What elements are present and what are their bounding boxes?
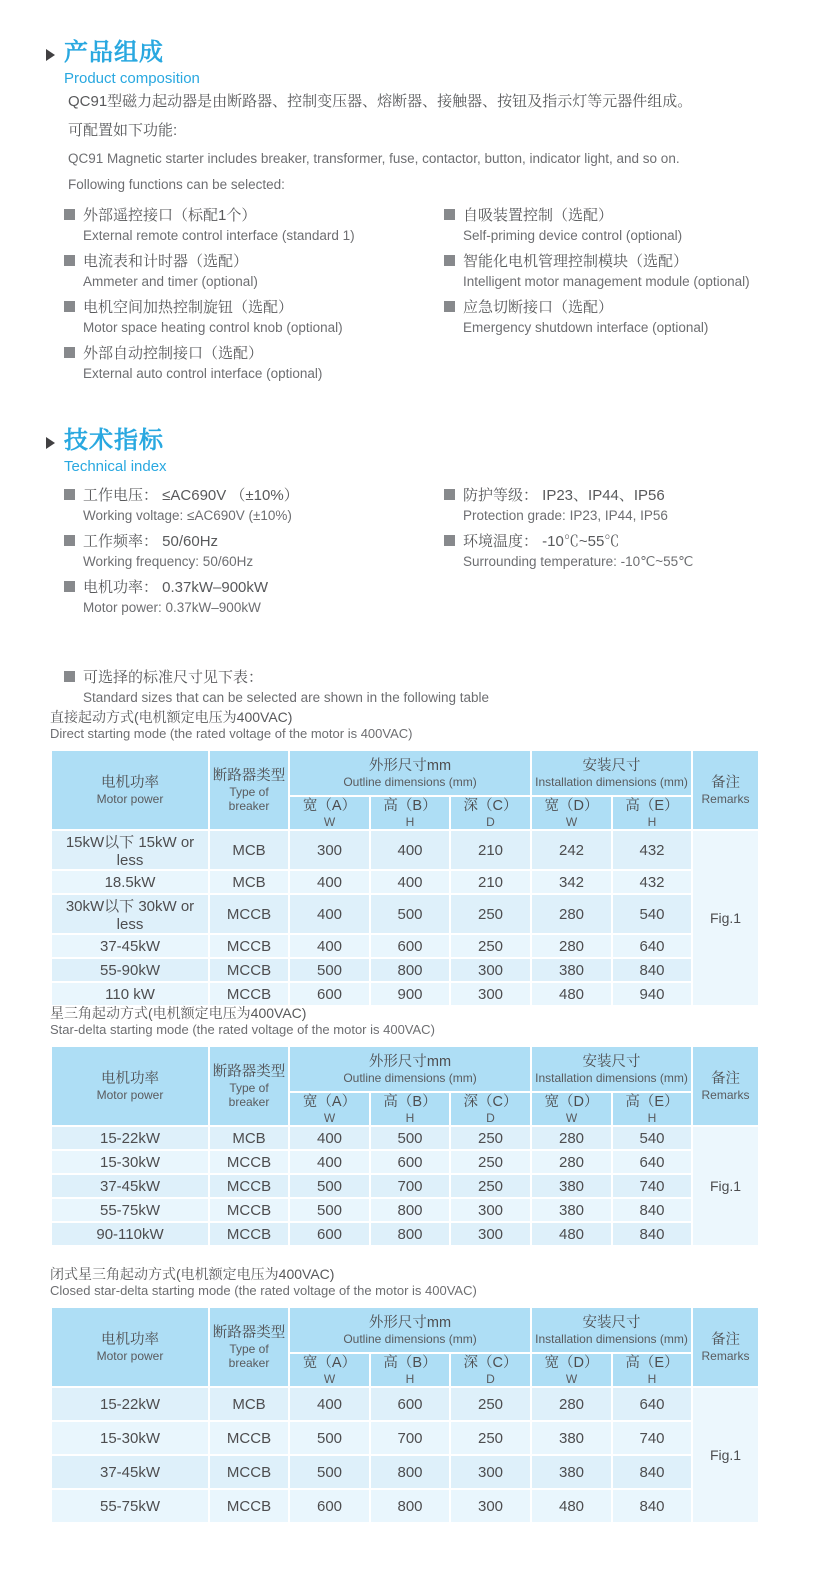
dimension-cell: 400 bbox=[370, 870, 450, 894]
dimension-cell: 640 bbox=[612, 1150, 692, 1174]
table-row bbox=[51, 1174, 759, 1198]
table-row bbox=[51, 934, 759, 958]
breaker-type-cell: MCB bbox=[209, 1387, 289, 1421]
bullet-square-icon bbox=[64, 671, 75, 682]
closed-star-delta-table-block bbox=[50, 1264, 762, 1524]
spec-item bbox=[64, 576, 444, 618]
dimension-cell: 432 bbox=[612, 830, 692, 870]
breaker-type-header: 断路器类型 Type of breaker bbox=[209, 750, 289, 830]
star-delta-table-block bbox=[50, 1003, 762, 1247]
feature-label-zh: 外部自动控制接口（选配） bbox=[83, 345, 264, 362]
table-row bbox=[51, 1198, 759, 1222]
spec-label-en: Surrounding temperature: -10℃~55℃ bbox=[463, 554, 694, 569]
dimension-cell: 400 bbox=[289, 1126, 370, 1150]
feature-item bbox=[64, 342, 444, 384]
dimension-cell: 740 bbox=[612, 1421, 692, 1455]
table-caption-zh: 闭式星三角起动方式(电机额定电压为400VAC) bbox=[50, 1266, 335, 1282]
dimension-cell: 540 bbox=[612, 894, 692, 934]
feature-item bbox=[444, 296, 824, 338]
section-title-zh: 技术指标 bbox=[64, 427, 164, 454]
dimension-cell: 250 bbox=[450, 1174, 531, 1198]
spec-label-zh: 工作电压： ≤AC690V （±10%） bbox=[83, 487, 299, 504]
dimension-cell: 500 bbox=[370, 894, 450, 934]
dimension-cell: 250 bbox=[450, 1126, 531, 1150]
feature-label-zh: 电机空间加热控制旋钮（选配） bbox=[83, 299, 294, 316]
dimension-cell: 210 bbox=[450, 870, 531, 894]
feature-label-en: Intelligent motor management module (optional) bbox=[463, 274, 750, 289]
feature-label-en: Emergency shutdown interface (optional) bbox=[463, 320, 709, 335]
dimension-cell: 840 bbox=[612, 958, 692, 982]
dimension-cell: 600 bbox=[289, 1222, 370, 1246]
dimension-cell: 800 bbox=[370, 1198, 450, 1222]
motor-power-header: 电机功率 Motor power bbox=[51, 750, 209, 830]
remarks-cell: Fig.1 bbox=[692, 830, 759, 1006]
spec-label-zh: 环境温度： -10℃~55℃ bbox=[463, 533, 620, 550]
dimension-cell: 300 bbox=[450, 1222, 531, 1246]
dimension-cell: 500 bbox=[370, 1126, 450, 1150]
feature-column-left bbox=[64, 204, 444, 388]
header-row-groups bbox=[51, 1046, 759, 1092]
bullet-square-icon bbox=[444, 535, 455, 546]
motor-power-cell: 15kW以下 15kW or less bbox=[51, 830, 209, 870]
installation-dimensions-header: 安装尺寸 Installation dimensions (mm) bbox=[531, 1046, 692, 1092]
dimension-cell: 300 bbox=[450, 1198, 531, 1222]
dimension-cell: 740 bbox=[612, 1174, 692, 1198]
dimension-cell: 432 bbox=[612, 870, 692, 894]
dimension-cell: 600 bbox=[289, 1489, 370, 1523]
dimension-cell: 640 bbox=[612, 1387, 692, 1421]
table-row bbox=[51, 894, 759, 934]
table-caption-en: Star-delta starting mode (the rated voltage of the motor is 400VAC) bbox=[50, 1022, 435, 1037]
dimension-column-header: 高（B） H bbox=[370, 1092, 450, 1126]
table-row bbox=[51, 1455, 759, 1489]
spec-label-en: Motor power: 0.37kW–900kW bbox=[83, 600, 261, 615]
dimension-cell: 380 bbox=[531, 958, 612, 982]
motor-power-cell: 55-75kW bbox=[51, 1198, 209, 1222]
note-zh: 可选择的标准尺寸见下表： bbox=[83, 669, 264, 686]
dimension-cell: 500 bbox=[289, 1421, 370, 1455]
table-caption-zh: 星三角起动方式(电机额定电压为400VAC) bbox=[50, 1005, 307, 1021]
motor-power-cell: 15-30kW bbox=[51, 1150, 209, 1174]
dimension-cell: 300 bbox=[450, 958, 531, 982]
dimension-cell: 500 bbox=[289, 1455, 370, 1489]
table-row bbox=[51, 1387, 759, 1421]
triangle-marker-icon bbox=[46, 49, 55, 61]
direct-starting-table-block bbox=[50, 707, 762, 1007]
dimension-cell: 500 bbox=[289, 1174, 370, 1198]
dimension-column-header: 宽（A） W bbox=[289, 1092, 370, 1126]
table-row bbox=[51, 870, 759, 894]
dimension-cell: 500 bbox=[289, 958, 370, 982]
dimension-cell: 400 bbox=[289, 894, 370, 934]
bullet-square-icon bbox=[444, 255, 455, 266]
remarks-cell: Fig.1 bbox=[692, 1126, 759, 1246]
dimensions-table bbox=[50, 1306, 760, 1524]
table-caption-zh: 直接起动方式(电机额定电压为400VAC) bbox=[50, 709, 293, 725]
feature-label-zh: 应急切断接口（选配） bbox=[463, 299, 614, 316]
breaker-type-cell: MCCB bbox=[209, 982, 289, 1006]
dimension-cell: 700 bbox=[370, 1421, 450, 1455]
dimension-cell: 342 bbox=[531, 870, 612, 894]
spec-label-zh: 防护等级： IP23、IP44、IP56 bbox=[463, 487, 665, 504]
feature-label-zh: 电流表和计时器（选配） bbox=[83, 253, 249, 270]
dimension-cell: 300 bbox=[289, 830, 370, 870]
dimension-cell: 280 bbox=[531, 894, 612, 934]
dimension-column-header: 深（C） D bbox=[450, 796, 531, 830]
feature-list bbox=[64, 204, 824, 388]
breaker-type-header: 断路器类型 Type of breaker bbox=[209, 1307, 289, 1387]
dimension-cell: 380 bbox=[531, 1421, 612, 1455]
bullet-square-icon bbox=[444, 301, 455, 312]
motor-power-header: 电机功率 Motor power bbox=[51, 1307, 209, 1387]
feature-label-en: External auto control interface (optional) bbox=[83, 366, 323, 381]
breaker-type-cell: MCCB bbox=[209, 1489, 289, 1523]
dimension-cell: 800 bbox=[370, 958, 450, 982]
table-row bbox=[51, 958, 759, 982]
motor-power-cell: 30kW以下 30kW or less bbox=[51, 894, 209, 934]
table-row bbox=[51, 1222, 759, 1246]
bullet-square-icon bbox=[64, 209, 75, 220]
feature-item bbox=[64, 296, 444, 338]
dimension-cell: 242 bbox=[531, 830, 612, 870]
motor-power-cell: 37-45kW bbox=[51, 934, 209, 958]
motor-power-cell: 15-22kW bbox=[51, 1126, 209, 1150]
motor-power-header: 电机功率 Motor power bbox=[51, 1046, 209, 1126]
breaker-type-cell: MCCB bbox=[209, 1421, 289, 1455]
technical-index-header bbox=[46, 428, 167, 475]
dimension-cell: 600 bbox=[370, 934, 450, 958]
dimension-column-header: 深（C） D bbox=[450, 1353, 531, 1387]
dimension-cell: 400 bbox=[289, 1387, 370, 1421]
dimension-cell: 280 bbox=[531, 934, 612, 958]
motor-power-cell: 110 kW bbox=[51, 982, 209, 1006]
section-title-en: Product composition bbox=[64, 70, 200, 87]
breaker-type-cell: MCCB bbox=[209, 958, 289, 982]
dimension-cell: 250 bbox=[450, 894, 531, 934]
dimension-column-header: 宽（A） W bbox=[289, 796, 370, 830]
dimension-column-header: 高（E） H bbox=[612, 796, 692, 830]
dimension-column-header: 高（B） H bbox=[370, 796, 450, 830]
breaker-type-cell: MCCB bbox=[209, 894, 289, 934]
remarks-header: 备注 Remarks bbox=[692, 1307, 759, 1387]
dimension-cell: 280 bbox=[531, 1387, 612, 1421]
dimension-cell: 400 bbox=[289, 870, 370, 894]
outline-dimensions-header: 外形尺寸mm Outline dimensions (mm) bbox=[289, 750, 531, 796]
bullet-square-icon bbox=[64, 301, 75, 312]
dimension-cell: 280 bbox=[531, 1150, 612, 1174]
bullet-square-icon bbox=[64, 347, 75, 358]
remarks-header: 备注 Remarks bbox=[692, 1046, 759, 1126]
motor-power-cell: 55-90kW bbox=[51, 958, 209, 982]
outline-dimensions-header: 外形尺寸mm Outline dimensions (mm) bbox=[289, 1046, 531, 1092]
dimension-cell: 500 bbox=[289, 1198, 370, 1222]
dimension-cell: 700 bbox=[370, 1174, 450, 1198]
remarks-cell: Fig.1 bbox=[692, 1387, 759, 1523]
triangle-marker-icon bbox=[46, 437, 55, 449]
header-row-groups bbox=[51, 1307, 759, 1353]
dimension-cell: 900 bbox=[370, 982, 450, 1006]
dimension-cell: 800 bbox=[370, 1222, 450, 1246]
dimension-cell: 480 bbox=[531, 982, 612, 1006]
dimension-cell: 480 bbox=[531, 1222, 612, 1246]
dimensions-table bbox=[50, 1045, 760, 1247]
breaker-type-cell: MCCB bbox=[209, 1198, 289, 1222]
dimension-cell: 380 bbox=[531, 1455, 612, 1489]
spec-item bbox=[444, 530, 824, 572]
motor-power-cell: 15-22kW bbox=[51, 1387, 209, 1421]
breaker-type-cell: MCB bbox=[209, 1126, 289, 1150]
feature-column-right bbox=[444, 204, 824, 388]
dimension-cell: 210 bbox=[450, 830, 531, 870]
spec-item bbox=[444, 484, 824, 526]
bullet-square-icon bbox=[64, 535, 75, 546]
table-row bbox=[51, 1150, 759, 1174]
motor-power-cell: 37-45kW bbox=[51, 1455, 209, 1489]
dimension-cell: 250 bbox=[450, 1150, 531, 1174]
table-caption-en: Direct starting mode (the rated voltage of the motor is 400VAC) bbox=[50, 726, 413, 741]
table-row bbox=[51, 1489, 759, 1523]
configurable-note-zh: 可配置如下功能: bbox=[68, 122, 178, 139]
description-zh: QC91型磁力起动器是由断路器、控制变压器、熔断器、接触器、按钮及指示灯等元器件组成。 bbox=[68, 93, 693, 110]
dimension-column-header: 宽（D） W bbox=[531, 1092, 612, 1126]
feature-label-en: Ammeter and timer (optional) bbox=[83, 274, 258, 289]
bullet-square-icon bbox=[64, 489, 75, 500]
table-row bbox=[51, 1126, 759, 1150]
dimension-column-header: 高（B） H bbox=[370, 1353, 450, 1387]
motor-power-cell: 37-45kW bbox=[51, 1174, 209, 1198]
motor-power-cell: 55-75kW bbox=[51, 1489, 209, 1523]
dimension-cell: 840 bbox=[612, 1455, 692, 1489]
dimension-cell: 300 bbox=[450, 1489, 531, 1523]
spec-label-zh: 工作频率： 50/60Hz bbox=[83, 533, 219, 550]
dimension-cell: 250 bbox=[450, 1421, 531, 1455]
dimension-cell: 480 bbox=[531, 1489, 612, 1523]
installation-dimensions-header: 安装尺寸 Installation dimensions (mm) bbox=[531, 750, 692, 796]
dimension-cell: 400 bbox=[370, 830, 450, 870]
table-row bbox=[51, 1421, 759, 1455]
dimension-column-header: 高（E） H bbox=[612, 1353, 692, 1387]
standard-sizes-note bbox=[64, 666, 489, 708]
dimensions-table bbox=[50, 749, 760, 1007]
breaker-type-cell: MCCB bbox=[209, 1455, 289, 1489]
spec-column-right bbox=[444, 484, 824, 622]
dimension-cell: 940 bbox=[612, 982, 692, 1006]
configurable-note-en: Following functions can be selected: bbox=[68, 177, 285, 192]
bullet-square-icon bbox=[64, 581, 75, 592]
spec-label-en: Working frequency: 50/60Hz bbox=[83, 554, 254, 569]
dimension-column-header: 宽（D） W bbox=[531, 796, 612, 830]
dimension-cell: 800 bbox=[370, 1489, 450, 1523]
bullet-square-icon bbox=[64, 255, 75, 266]
breaker-type-cell: MCCB bbox=[209, 934, 289, 958]
dimension-cell: 600 bbox=[289, 982, 370, 1006]
feature-label-zh: 自吸装置控制（选配） bbox=[463, 207, 614, 224]
feature-label-en: External remote control interface (standard 1) bbox=[83, 228, 355, 243]
dimension-cell: 600 bbox=[370, 1150, 450, 1174]
breaker-type-cell: MCB bbox=[209, 830, 289, 870]
table-caption-en: Closed star-delta starting mode (the rated voltage of the motor is 400VAC) bbox=[50, 1283, 477, 1298]
dimension-cell: 840 bbox=[612, 1222, 692, 1246]
motor-power-cell: 18.5kW bbox=[51, 870, 209, 894]
spec-item bbox=[64, 484, 444, 526]
spec-label-en: Protection grade: IP23, IP44, IP56 bbox=[463, 508, 668, 523]
section-title-en: Technical index bbox=[64, 458, 167, 475]
dimension-cell: 250 bbox=[450, 1387, 531, 1421]
dimension-cell: 300 bbox=[450, 1455, 531, 1489]
spec-item bbox=[64, 530, 444, 572]
product-composition-header bbox=[46, 40, 200, 87]
motor-power-cell: 90-110kW bbox=[51, 1222, 209, 1246]
dimension-cell: 300 bbox=[450, 982, 531, 1006]
breaker-type-cell: MCB bbox=[209, 870, 289, 894]
feature-label-en: Self-priming device control (optional) bbox=[463, 228, 683, 243]
product-description bbox=[68, 92, 788, 202]
note-en: Standard sizes that can be selected are shown in the following table bbox=[83, 690, 490, 705]
table-row bbox=[51, 830, 759, 870]
feature-item bbox=[444, 250, 824, 292]
breaker-type-cell: MCCB bbox=[209, 1174, 289, 1198]
dimension-cell: 250 bbox=[450, 934, 531, 958]
spec-label-en: Working voltage: ≤AC690V (±10%) bbox=[83, 508, 292, 523]
feature-label-en: Motor space heating control knob (optional) bbox=[83, 320, 343, 335]
dimension-cell: 380 bbox=[531, 1198, 612, 1222]
dimension-cell: 540 bbox=[612, 1126, 692, 1150]
spec-column-left bbox=[64, 484, 444, 622]
dimension-cell: 800 bbox=[370, 1455, 450, 1489]
dimension-cell: 400 bbox=[289, 1150, 370, 1174]
dimension-cell: 380 bbox=[531, 1174, 612, 1198]
dimension-cell: 840 bbox=[612, 1489, 692, 1523]
feature-item bbox=[64, 250, 444, 292]
bullet-square-icon bbox=[444, 209, 455, 220]
spec-list bbox=[64, 484, 824, 622]
header-row-groups bbox=[51, 750, 759, 796]
dimension-cell: 600 bbox=[370, 1387, 450, 1421]
breaker-type-cell: MCCB bbox=[209, 1222, 289, 1246]
outline-dimensions-header: 外形尺寸mm Outline dimensions (mm) bbox=[289, 1307, 531, 1353]
spec-label-zh: 电机功率： 0.37kW–900kW bbox=[83, 579, 269, 596]
feature-item bbox=[444, 204, 824, 246]
feature-label-zh: 智能化电机管理控制模块（选配） bbox=[463, 253, 689, 270]
bullet-square-icon bbox=[444, 489, 455, 500]
breaker-type-header: 断路器类型 Type of breaker bbox=[209, 1046, 289, 1126]
feature-label-zh: 外部遥控接口（标配1个） bbox=[83, 207, 257, 224]
dimension-cell: 400 bbox=[289, 934, 370, 958]
description-en: QC91 Magnetic starter includes breaker, transformer, fuse, contactor, button, indicator light, and so on. bbox=[68, 151, 680, 166]
installation-dimensions-header: 安装尺寸 Installation dimensions (mm) bbox=[531, 1307, 692, 1353]
dimension-column-header: 深（C） D bbox=[450, 1092, 531, 1126]
feature-item bbox=[64, 204, 444, 246]
dimension-column-header: 高（E） H bbox=[612, 1092, 692, 1126]
section-title-zh: 产品组成 bbox=[64, 39, 164, 66]
motor-power-cell: 15-30kW bbox=[51, 1421, 209, 1455]
dimension-cell: 280 bbox=[531, 1126, 612, 1150]
dimension-column-header: 宽（A） W bbox=[289, 1353, 370, 1387]
remarks-header: 备注 Remarks bbox=[692, 750, 759, 830]
dimension-cell: 640 bbox=[612, 934, 692, 958]
dimension-cell: 840 bbox=[612, 1198, 692, 1222]
dimension-column-header: 宽（D） W bbox=[531, 1353, 612, 1387]
breaker-type-cell: MCCB bbox=[209, 1150, 289, 1174]
